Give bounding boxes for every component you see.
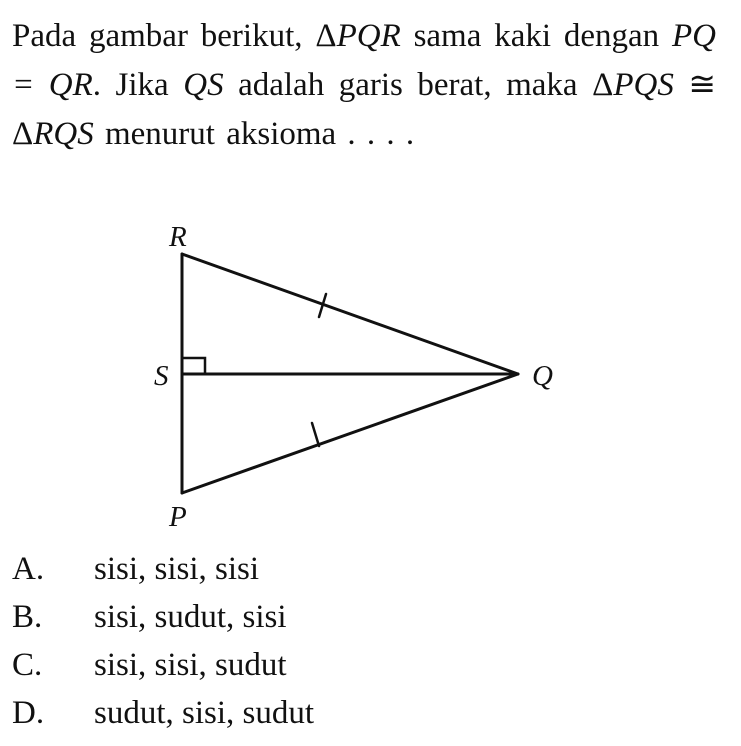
option-text: sisi, sisi, sudut	[94, 647, 287, 683]
option-letter: B.	[12, 599, 43, 635]
side-rq	[182, 254, 518, 374]
option-b[interactable]	[12, 593, 314, 641]
option-a[interactable]	[12, 545, 314, 593]
question-part-5: menurut aksioma . . . .	[93, 116, 415, 152]
vertex-label-p: P	[169, 501, 187, 533]
vertex-label-q: Q	[532, 360, 553, 392]
option-c[interactable]	[12, 641, 314, 689]
delta-symbol: Δ	[315, 18, 337, 54]
congruent-symbol: ≅	[673, 67, 716, 103]
vertex-label-s: S	[154, 360, 169, 392]
equation-pq-qr: PQ = QR	[12, 18, 716, 103]
answer-options	[12, 545, 314, 737]
triangle-rqs: RQS	[33, 116, 94, 152]
triangle-pqr: PQR	[336, 18, 401, 54]
delta-symbol: Δ	[592, 67, 614, 103]
option-text: sudut, sisi, sudut	[94, 695, 315, 731]
option-letter: D.	[12, 695, 45, 731]
option-text: sisi, sudut, sisi	[94, 599, 287, 635]
side-pq	[182, 374, 518, 493]
question-part-3: . Jika	[92, 67, 184, 103]
delta-symbol: Δ	[12, 116, 34, 152]
question-part-1: Pada gambar berikut,	[12, 18, 316, 54]
option-d[interactable]	[12, 689, 314, 737]
option-letter: A.	[12, 551, 45, 587]
question-part-4: adalah garis berat, maka	[223, 67, 593, 103]
segment-qs: QS	[183, 67, 224, 103]
triangle-pqs: PQS	[613, 67, 674, 103]
question-part-2: sama kaki dengan	[400, 18, 672, 54]
option-text: sisi, sisi, sisi	[94, 551, 260, 587]
tick-mark-pq	[312, 423, 319, 446]
option-letter: C.	[12, 647, 43, 683]
vertex-label-r: R	[169, 221, 187, 253]
right-angle-marker	[182, 358, 205, 374]
